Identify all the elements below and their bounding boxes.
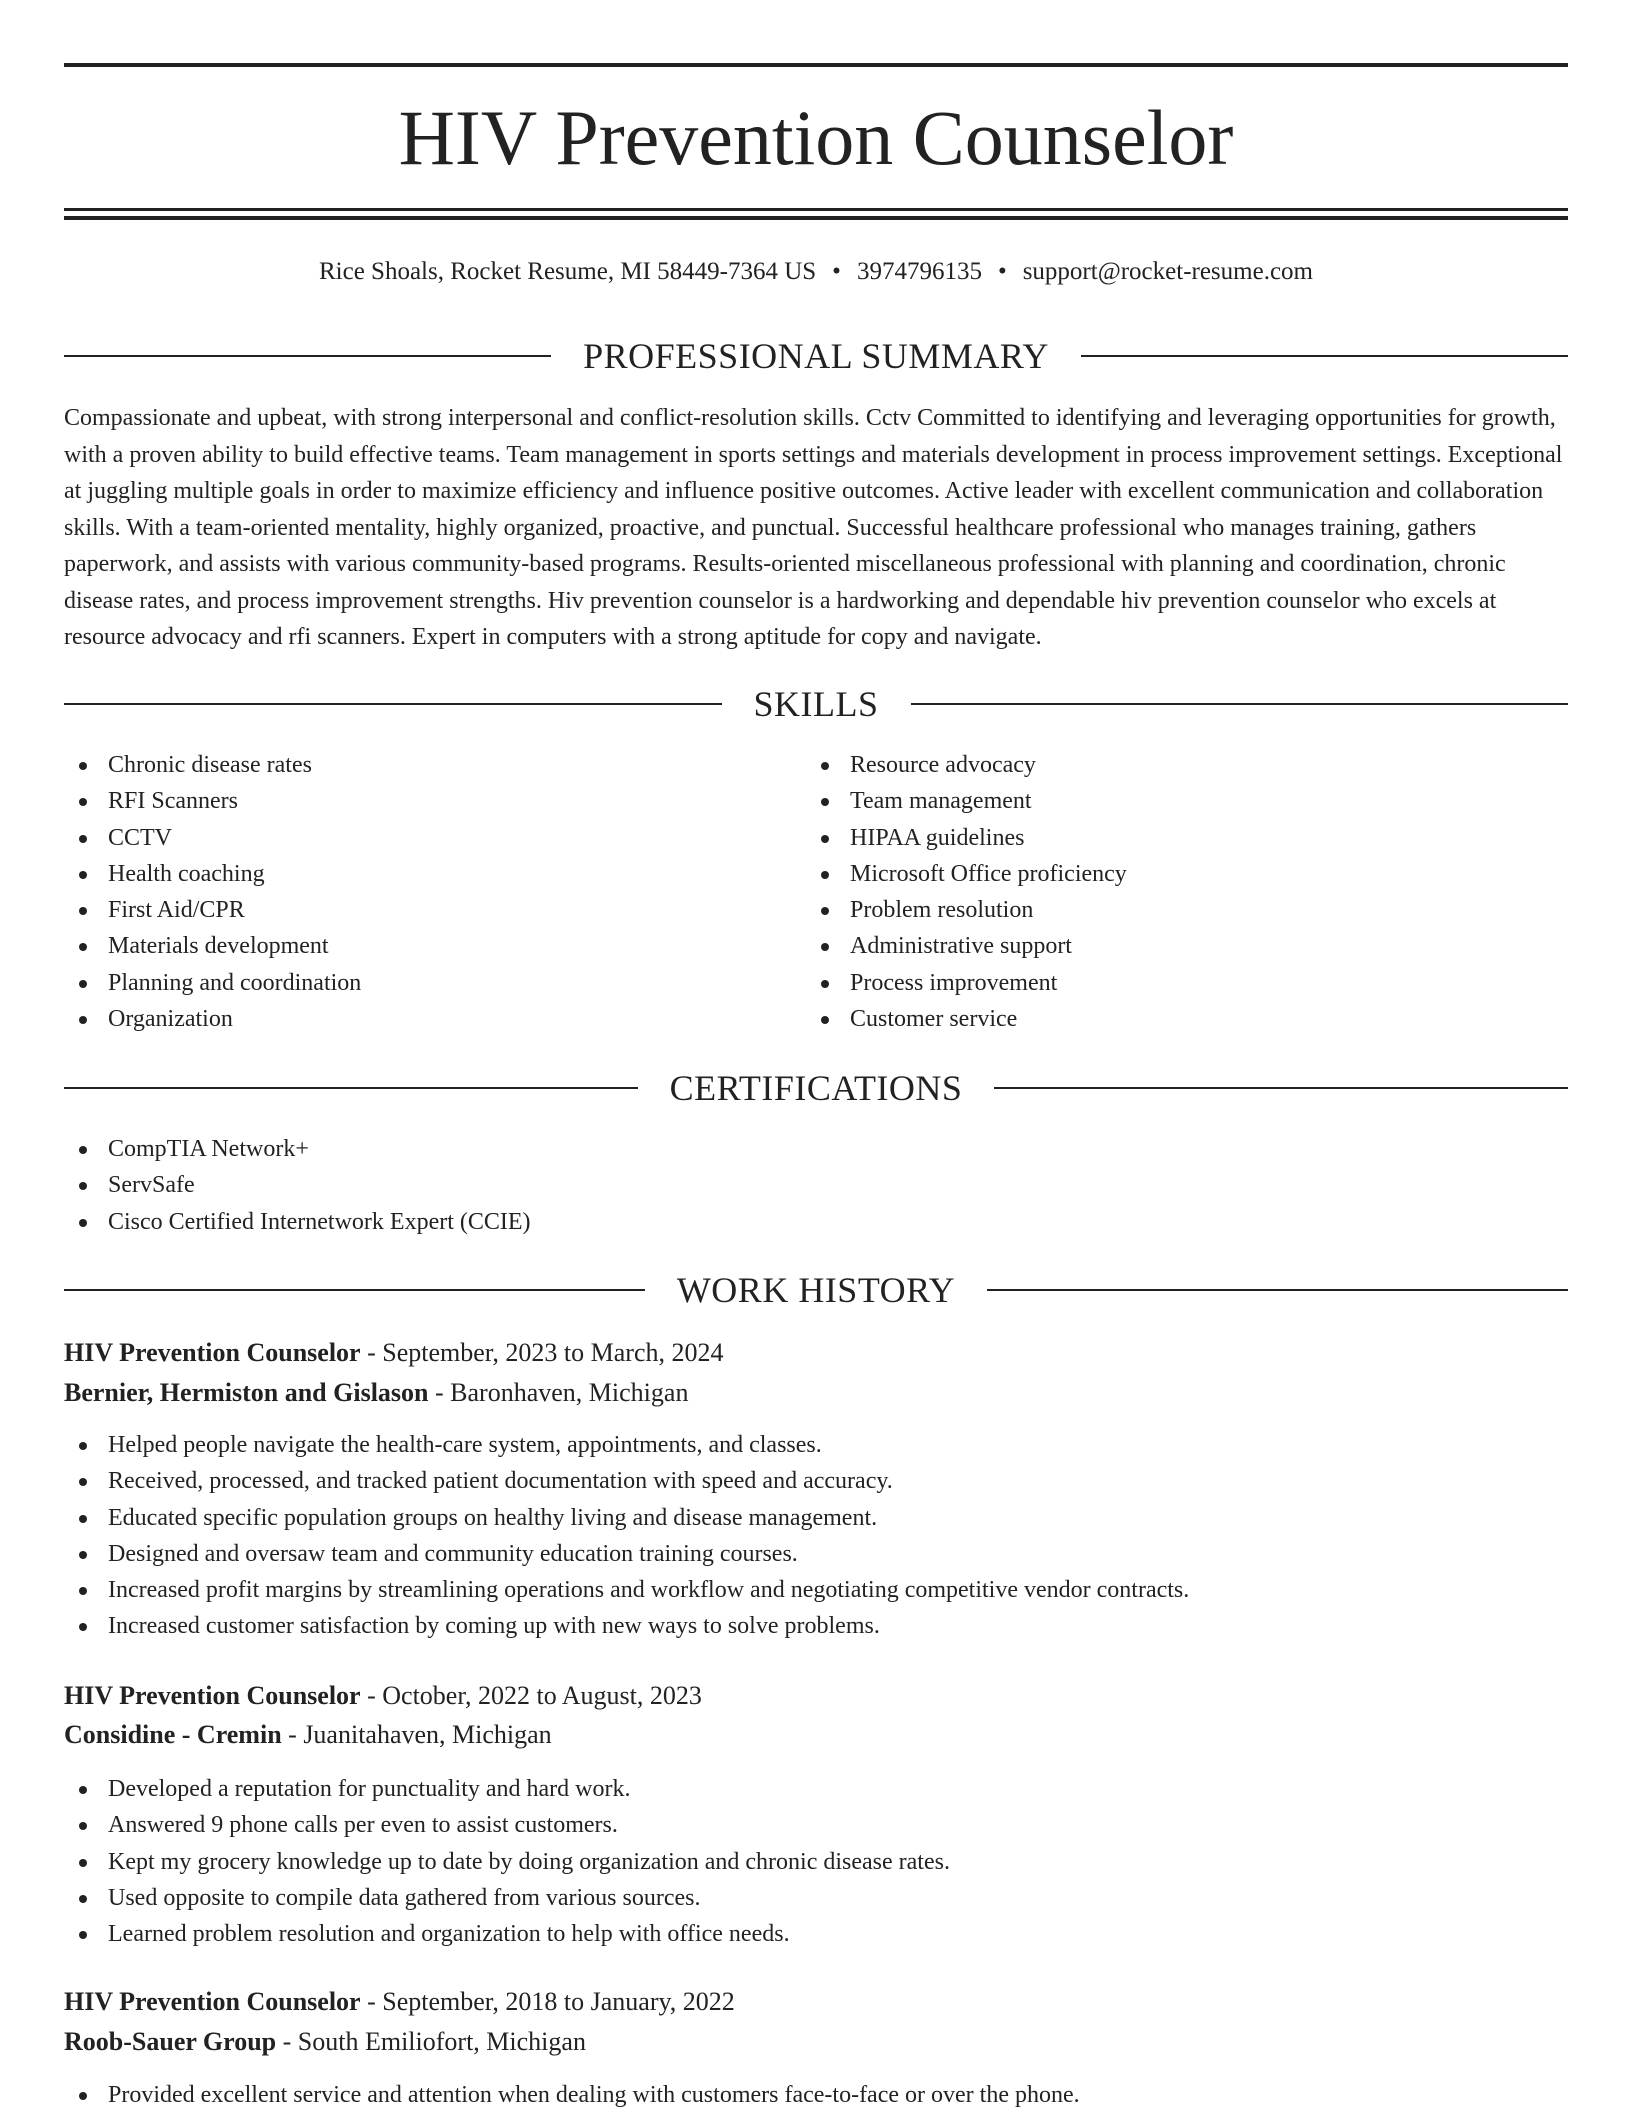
job-bullets xyxy=(64,1427,1189,1645)
heading-line-left xyxy=(64,1289,645,1291)
job-dates: - September, 2023 to March, 2024 xyxy=(360,1338,724,1367)
certifications-heading-label: CERTIFICATIONS xyxy=(669,1068,963,1108)
company-location: - South Emiliofort, Michigan xyxy=(276,2027,586,2056)
heading-line-right xyxy=(994,1087,1568,1089)
list-item: Problem resolution xyxy=(806,892,1127,928)
top-rule xyxy=(64,63,1568,67)
heading-line-left xyxy=(64,1087,638,1089)
list-item: Team management xyxy=(806,783,1127,819)
list-item: Helped people navigate the health-care system, appointments, and classes. xyxy=(64,1427,1189,1463)
list-item: Provided excellent service and attention when dealing with customers face-to-face or over the phone. xyxy=(64,2077,1080,2113)
job-title-line xyxy=(64,1333,724,1373)
job-title-line xyxy=(64,1982,735,2022)
list-item: Planning and coordination xyxy=(64,965,361,1001)
title-double-rule-lower xyxy=(64,216,1568,220)
heading-line-right xyxy=(911,703,1569,705)
company-name: Roob-Sauer Group xyxy=(64,2027,277,2056)
summary-heading-label: PROFESSIONAL SUMMARY xyxy=(583,336,1049,376)
contact-line xyxy=(64,252,1568,292)
job-dates: - October, 2022 to August, 2023 xyxy=(360,1681,702,1710)
certifications-list xyxy=(64,1131,531,1240)
list-item: Materials development xyxy=(64,928,361,964)
skills-list-right xyxy=(806,747,1127,1037)
list-item: Resource advocacy xyxy=(806,747,1127,783)
heading-line-left xyxy=(64,703,722,705)
skills-heading-label: SKILLS xyxy=(753,684,879,724)
job-title: HIV Prevention Counselor xyxy=(64,1681,361,1710)
job-company-line xyxy=(64,1715,552,1755)
address: Rice Shoals, Rocket Resume, MI 58449-7364 US xyxy=(318,258,817,285)
company-name: Bernier, Hermiston and Gislason xyxy=(64,1378,429,1407)
work-history-heading-label: WORK HISTORY xyxy=(676,1270,956,1310)
heading-line-left xyxy=(64,355,551,357)
skills-list-left xyxy=(64,747,361,1037)
list-item: HIPAA guidelines xyxy=(806,820,1127,856)
list-item: Designed and oversaw team and community education training courses. xyxy=(64,1536,1189,1572)
company-name: Considine - Cremin xyxy=(64,1720,282,1749)
list-item: CompTIA Network+ xyxy=(64,1131,531,1167)
summary-text: Compassionate and upbeat, with strong interpersonal and conflict-resolution skills. Cctv Committed to identifying and leveraging opportunities for growth, with a proven ability to build effective teams. Team management in sports settings and materials development in process improvement settings. Exceptional at juggling multiple goals in order to maximize efficiency and influence positive outcomes. Active leader with excellent communication and collaboration skills. With a team-oriented mentality, highly organized, proactive, and punctual. Successful healthcare professional who manages training, gathers paperwork, and assists with various community-based programs. Results-oriented miscellaneous professional with planning and coordination, chronic disease rates, and process improvement strengths. Hiv prevention counselor is a hardworking and dependable hiv prevention counselor who excels at resource advocacy and rfi scanners. Expert in computers with a strong aptitude for copy and navigate. xyxy=(64,405,1563,650)
job-title-line xyxy=(64,1676,702,1716)
page-title: HIV Prevention Counselor xyxy=(398,94,1234,181)
list-item: Developed a reputation for punctuality and hard work. xyxy=(64,1771,950,1807)
phone: 3974796135 xyxy=(856,258,982,285)
work-history-heading xyxy=(64,1268,1568,1312)
list-item: Organization xyxy=(64,1001,361,1037)
job-title: HIV Prevention Counselor xyxy=(64,1987,361,2016)
heading-line-right xyxy=(987,1289,1568,1291)
job-bullets xyxy=(64,1771,950,1952)
list-item: Used opposite to compile data gathered from various sources. xyxy=(64,1880,950,1916)
company-location: - Juanitahaven, Michigan xyxy=(281,1720,552,1749)
list-item: Kept my grocery knowledge up to date by doing organization and chronic disease rates. xyxy=(64,1844,950,1880)
list-item: ServSafe xyxy=(64,1167,531,1203)
job-company-line xyxy=(64,1373,688,1413)
list-item: Educated specific population groups on healthy living and disease management. xyxy=(64,1500,1189,1536)
list-item: Cisco Certified Internetwork Expert (CCIE) xyxy=(64,1204,531,1240)
company-location: - Baronhaven, Michigan xyxy=(428,1378,689,1407)
list-item: Customer service xyxy=(806,1001,1127,1037)
list-item: RFI Scanners xyxy=(64,783,361,819)
summary-heading xyxy=(64,334,1568,378)
skills-heading xyxy=(64,682,1568,726)
email: support@rocket-resume.com xyxy=(1022,258,1313,285)
separator-1: • xyxy=(832,258,841,285)
list-item: CCTV xyxy=(64,820,361,856)
list-item: Health coaching xyxy=(64,856,361,892)
list-item: Answered 9 phone calls per even to assist customers. xyxy=(64,1807,950,1843)
title-double-rule-upper xyxy=(64,208,1568,211)
list-item: Chronic disease rates xyxy=(64,747,361,783)
list-item: Increased customer satisfaction by coming up with new ways to solve problems. xyxy=(64,1608,1189,1644)
job-bullets xyxy=(64,2077,1080,2113)
list-item: Administrative support xyxy=(806,928,1127,964)
list-item: Process improvement xyxy=(806,965,1127,1001)
list-item: Learned problem resolution and organization to help with office needs. xyxy=(64,1916,950,1952)
heading-line-right xyxy=(1081,355,1568,357)
list-item: Microsoft Office proficiency xyxy=(806,856,1127,892)
certifications-heading xyxy=(64,1066,1568,1110)
job-company-line xyxy=(64,2022,586,2062)
list-item: First Aid/CPR xyxy=(64,892,361,928)
list-item: Increased profit margins by streamlining operations and workflow and negotiating competitive vendor contracts. xyxy=(64,1572,1189,1608)
job-title: HIV Prevention Counselor xyxy=(64,1338,361,1367)
list-item: Received, processed, and tracked patient documentation with speed and accuracy. xyxy=(64,1463,1189,1499)
separator-2: • xyxy=(997,258,1007,285)
job-dates: - September, 2018 to January, 2022 xyxy=(360,1987,735,2016)
